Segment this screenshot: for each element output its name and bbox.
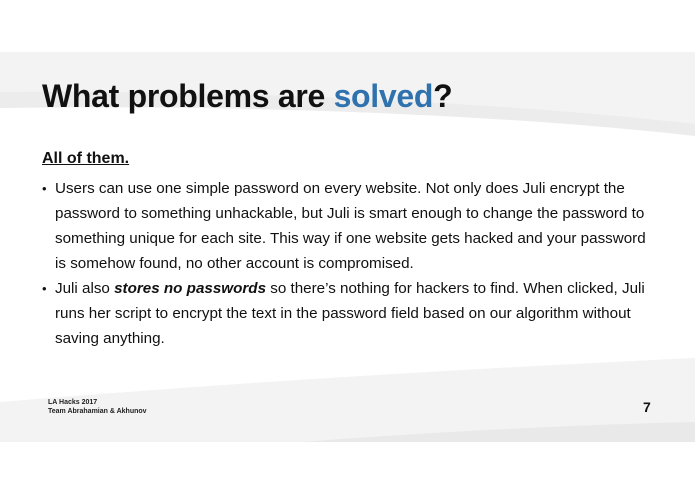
bullet-text	[55, 276, 652, 351]
bullet-item	[42, 276, 652, 351]
bullet-dot-icon: •	[42, 181, 47, 196]
bullet-text-after: so there’s nothing for hackers to find. When clicked, Juli runs her script to encrypt the text in the password field based on our algorithm without saving anything.	[55, 280, 645, 347]
slide-title	[42, 78, 452, 115]
subheading: All of them.	[42, 150, 130, 167]
bullet-emphasis: stores no passwords	[114, 280, 267, 297]
footer	[48, 398, 147, 416]
bullet-list	[42, 176, 652, 351]
footer-event: LA Hacks 2017	[48, 399, 98, 406]
title-end: ?	[433, 78, 453, 114]
bullet-text-before: Juli also	[55, 280, 115, 297]
title-main: What problems are	[42, 78, 334, 114]
bullet-text: Users can use one simple password on every website. Not only does Juli encrypt the password to something unhackable, but Juli is smart enough to change the password to something unique for each site. This way if one website gets hacked and your password is somehow found, no other account is compromised.	[55, 180, 646, 272]
title-accent: solved	[333, 78, 434, 114]
page-number: 7	[643, 399, 651, 415]
footer-team: Team Abrahamian & Akhunov	[48, 408, 147, 415]
slide	[0, 52, 695, 442]
bullet-item	[42, 176, 652, 276]
bullet-dot-icon: •	[42, 281, 47, 296]
